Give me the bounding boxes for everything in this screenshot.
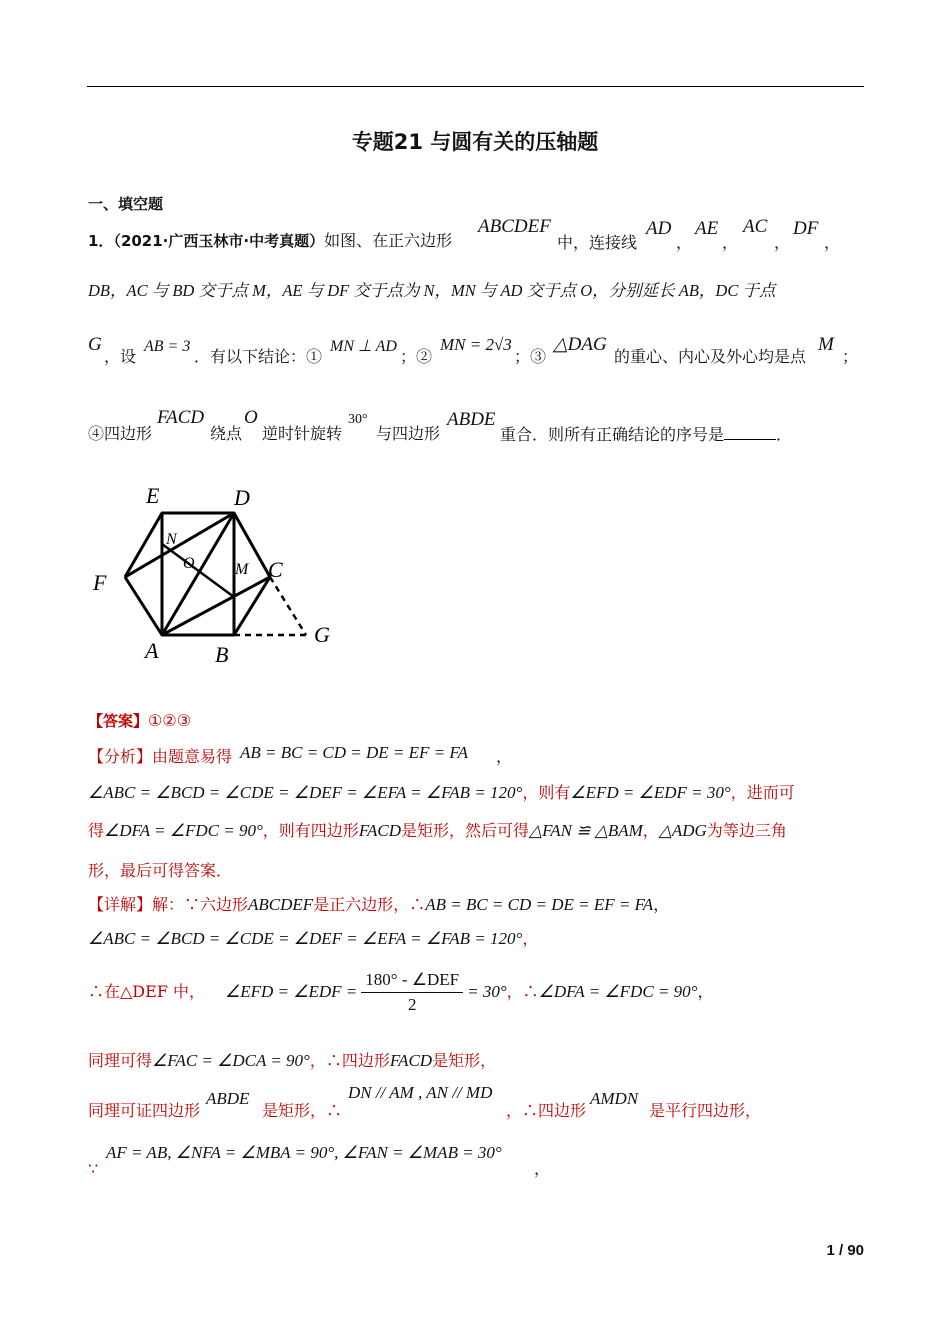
analysis-line-2: ∠ABC = ∠BCD = ∠CDE = ∠DEF = ∠EFA = ∠FAB = 120°，则有∠EFD = ∠EDF = 30°，进而可 bbox=[88, 783, 795, 802]
detail-line-5d: 是平行四边形， bbox=[649, 1101, 762, 1120]
answer-value: ①②③ bbox=[148, 711, 192, 730]
math-g: G bbox=[88, 334, 102, 355]
math-o: O bbox=[244, 407, 258, 428]
math-facd: FACD bbox=[157, 407, 205, 428]
math-parallel: DN // AM , AN // MD bbox=[348, 1083, 493, 1102]
detail-line-5a: 同理可证四边形 bbox=[88, 1101, 201, 1120]
math-abde-2: ABDE bbox=[206, 1089, 250, 1108]
analysis-label: 【分析】 bbox=[88, 747, 153, 766]
label-g: G bbox=[314, 622, 330, 647]
detail-line-5b: 是矩形，∴ bbox=[262, 1101, 343, 1120]
detail-line-2: ∠ABC = ∠BCD = ∠CDE = ∠DEF = ∠EFA = ∠FAB = 120°， bbox=[88, 929, 539, 948]
math-ad: AD bbox=[646, 218, 672, 239]
question-text: 与四边形 bbox=[376, 424, 441, 443]
math-ac: AC bbox=[743, 216, 768, 237]
math-abde: ABDE bbox=[447, 409, 496, 430]
label-a: A bbox=[145, 638, 159, 663]
segment-cg bbox=[270, 577, 306, 635]
question-number: 1． bbox=[88, 232, 114, 250]
math-m: M bbox=[818, 334, 834, 355]
analysis-line-3: 得∠DFA = ∠FDC = 90°，则有四边形FACD是矩形，然后可得△FAN ≌ △BAM，△ADG为等边三角 bbox=[88, 821, 787, 840]
page-title: 专题21 与圆有关的压轴题 bbox=[351, 130, 599, 154]
math-ab3: AB = 3 bbox=[144, 338, 191, 355]
math-ae: AE bbox=[695, 218, 719, 239]
answer-blank[interactable] bbox=[724, 423, 776, 440]
question-text: ； bbox=[842, 347, 859, 366]
comma: ， bbox=[496, 747, 513, 766]
comma: ， bbox=[824, 233, 841, 252]
question-text: ④四边形 bbox=[88, 424, 153, 443]
segment-df bbox=[125, 513, 234, 577]
page-number: 1 / 90 bbox=[826, 1242, 864, 1259]
question-text: 逆时针旋转 bbox=[262, 424, 343, 443]
section-heading: 一、填空题 bbox=[88, 195, 164, 213]
question-source: （2021·广西玉林市·中考真题） bbox=[113, 232, 325, 250]
question-text: ；③ bbox=[514, 347, 547, 366]
detail-line-1: 【详解】解：∵六边形ABCDEF是正六边形，∴AB = BC = CD = DE = EF = FA， bbox=[88, 895, 670, 914]
detail-line-4: 同理可得∠FAC = ∠DCA = 90°，∴四边形FACD是矩形， bbox=[88, 1051, 497, 1070]
math-hexagon: ABCDEF bbox=[478, 216, 551, 237]
conclusion-2: MN = 2√3 bbox=[440, 335, 512, 354]
question-text: 如图、在正六边形 bbox=[324, 231, 453, 250]
conclusion-1: MN ⊥ AD bbox=[330, 338, 397, 355]
analysis-line-1: 【分析】由题意易得 bbox=[88, 747, 233, 766]
question-line-1 bbox=[88, 230, 452, 252]
comma: ， bbox=[722, 233, 739, 252]
question-text: 中，连接线 bbox=[557, 233, 638, 252]
because-symbol: ∵ bbox=[88, 1159, 99, 1178]
label-d: D bbox=[234, 485, 250, 510]
segment-mn bbox=[162, 544, 234, 597]
fraction: $\frac{\text{180° - ∠DEF}}{2}$ bbox=[361, 968, 463, 1017]
label-n: N bbox=[166, 531, 177, 548]
comma: ， bbox=[676, 233, 693, 252]
label-f: F bbox=[93, 570, 107, 595]
question-text: ，设 bbox=[104, 347, 137, 366]
comma: ， bbox=[534, 1159, 551, 1178]
hexagon-figure bbox=[88, 480, 348, 670]
label-c: C bbox=[268, 557, 283, 582]
header-rule bbox=[87, 86, 864, 87]
detail-label: 【详解】 bbox=[88, 895, 153, 914]
question-text: 绕点 bbox=[210, 424, 243, 443]
label-o: O bbox=[183, 555, 195, 572]
label-e: E bbox=[146, 483, 160, 508]
detail-eq-6: AF = AB, ∠NFA = ∠MBA = 90°, ∠FAN = ∠MAB = 30° bbox=[106, 1143, 502, 1162]
label-b: B bbox=[215, 642, 229, 667]
question-text: ；② bbox=[400, 347, 433, 366]
label-m: M bbox=[235, 561, 249, 578]
detail-line-3: ∴在△DEF 中， ∠EFD = ∠EDF = $\frac{\text{180° - ∠DEF}}{2}$ = 30°，∴∠DFA = ∠FDC = 90°， bbox=[88, 964, 713, 1020]
question-text: ．有以下结论：① bbox=[194, 347, 323, 366]
math-30deg: 30° bbox=[348, 412, 368, 427]
analysis-line-4: 形，最后可得答案． bbox=[88, 861, 233, 880]
math-df: DF bbox=[793, 218, 819, 239]
question-text: 重合．则所有正确结论的序号是 ． bbox=[500, 425, 793, 444]
conclusion-3: △DAG bbox=[553, 334, 607, 355]
comma: ， bbox=[774, 233, 791, 252]
analysis-eq-1: AB = BC = CD = DE = EF = FA bbox=[240, 743, 468, 762]
question-text: 的重心、内心及外心均是点 bbox=[614, 347, 807, 366]
answer-line bbox=[88, 710, 191, 732]
answer-label: 【答案】 bbox=[88, 712, 149, 730]
detail-line-5c: ，∴四边形 bbox=[506, 1101, 587, 1120]
question-line-2: DB，AC 与 BD 交于点 M，AE 与 DF 交于点为 N，MN 与 AD 交于点 O，分别延长 AB，DC 于点 bbox=[88, 281, 776, 300]
math-amdn: AMDN bbox=[590, 1089, 639, 1108]
